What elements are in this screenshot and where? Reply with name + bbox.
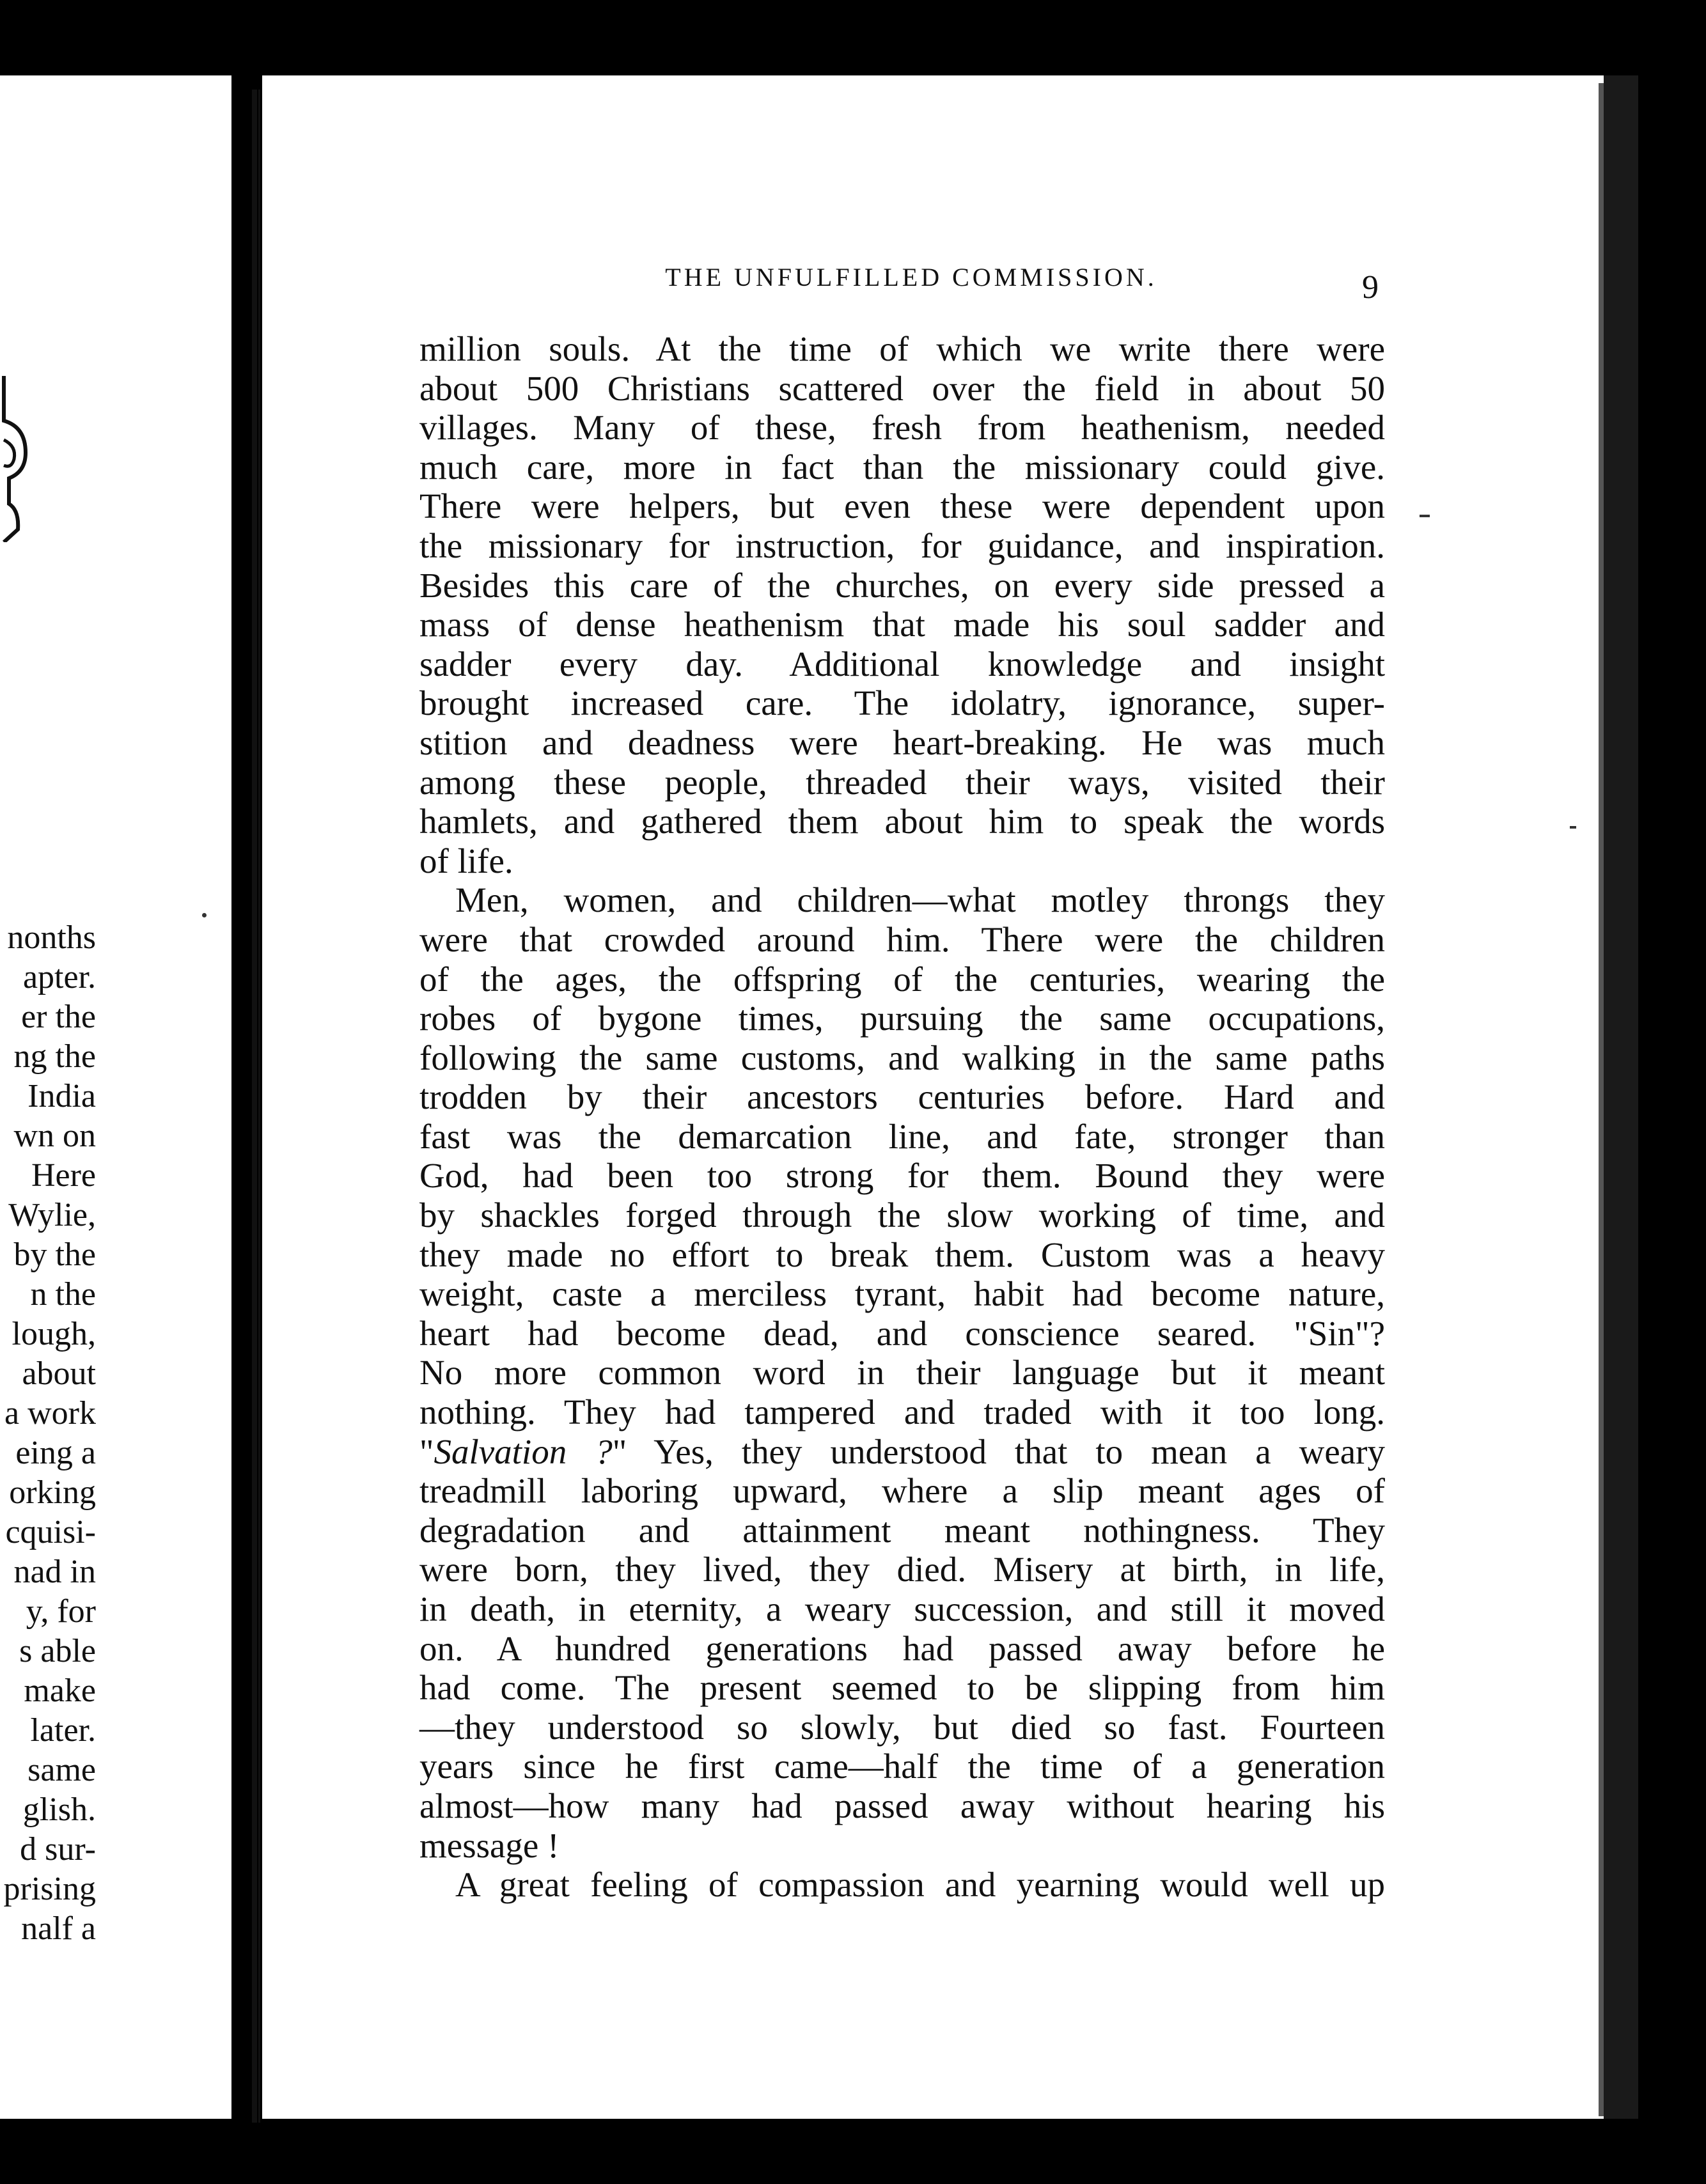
body-line: God, had been too strong for them. Bound they were [419, 1156, 1385, 1196]
body-line: brought increased care. The idolatry, ignorance, super- [419, 683, 1385, 723]
margin-dot [202, 913, 207, 917]
body-line: among these people, threaded their ways, visited their [419, 762, 1385, 802]
body-line: degradation and attainment meant nothingness. They [419, 1510, 1385, 1550]
body-line: Men, women, and children—what motley throngs they [455, 880, 1385, 920]
left-page-line: make [24, 1673, 96, 1709]
body-line: "Salvation ?" Yes, they understood that to mean a weary [419, 1431, 1385, 1471]
body-line: heart had become dead, and conscience seared. "Sin"? [419, 1313, 1385, 1353]
body-line: the missionary for instruction, for guidance, and inspiration. [419, 526, 1385, 565]
body-line: were born, they lived, they died. Misery at birth, in life, [419, 1550, 1385, 1589]
body-line: There were helpers, but even these were dependent upon [419, 487, 1385, 526]
body-line: in death, in eternity, a weary succession, and still it moved [419, 1589, 1385, 1628]
left-page-line: orking [9, 1474, 96, 1511]
left-page-line: nalf a [21, 1910, 96, 1947]
left-page-line: by the [13, 1236, 96, 1273]
body-line: mass of dense heathenism that made his soul sadder and [419, 605, 1385, 644]
body-line: —they understood so slowly, but died so fast. Fourteen [419, 1707, 1385, 1747]
left-page-line: about [22, 1355, 96, 1392]
body-line: of the ages, the offspring of the centuries, wearing the [419, 959, 1385, 999]
body-text [419, 329, 1385, 1905]
body-line: had come. The present seemed to be slipping from him [419, 1668, 1385, 1708]
body-line: almost—how many had passed away without hearing his [419, 1786, 1385, 1825]
gutter-line-thin [258, 90, 260, 2123]
body-line: were that crowded around him. There were the children [419, 919, 1385, 959]
body-line: nothing. They had tampered and traded with it too long. [419, 1392, 1385, 1432]
body-line: robes of bygone times, pursuing the same occupations, [419, 999, 1385, 1038]
body-line: hamlets, and gathered them about him to speak the words [419, 802, 1385, 841]
body-line: about 500 Christians scattered over the field in about 50 [419, 368, 1385, 408]
left-page-line: nad in [13, 1554, 96, 1590]
margin-mark [1420, 515, 1430, 517]
body-line: trodden by their ancestors centuries before. Hard and [419, 1077, 1385, 1117]
body-line: sadder every day. Additional knowledge and insight [419, 644, 1385, 683]
left-page-line: same [27, 1752, 96, 1788]
body-line: million souls. At the time of which we write there were [419, 329, 1385, 368]
left-page-line: s able [19, 1633, 96, 1669]
left-page-line: d sur- [20, 1831, 96, 1868]
left-page-line: y, for [26, 1593, 96, 1630]
body-line: villages. Many of these, fresh from heathenism, needed [419, 408, 1385, 448]
body-line: they made no effort to break them. Custom was a heavy [419, 1235, 1385, 1274]
left-page-line: apter. [22, 959, 96, 995]
left-page-line: n the [30, 1276, 96, 1313]
left-page-line: a work [4, 1395, 96, 1431]
left-page-line: later. [30, 1712, 96, 1749]
body-line: Besides this care of the churches, on every side pressed a [419, 565, 1385, 605]
margin-mark [1570, 826, 1576, 829]
running-title: THE UNFULFILLED COMMISSION. [665, 263, 1157, 292]
ornament-icon [0, 376, 31, 542]
body-line: treadmill laboring upward, where a slip meant ages of [419, 1471, 1385, 1511]
body-line: message ! [419, 1825, 560, 1865]
body-line: years since he first came—half the time of a generation [419, 1747, 1385, 1786]
left-page-line: Here [31, 1157, 96, 1194]
left-page-line: nonths [7, 919, 96, 956]
left-page-line: prising [3, 1871, 96, 1907]
body-line: stition and deadness were heart-breaking. He was much [419, 722, 1385, 762]
left-page [0, 75, 231, 2119]
left-page-line: eing a [15, 1435, 96, 1471]
left-page-line: er the [21, 999, 96, 1035]
body-line: much care, more in fact than the missionary could give. [419, 447, 1385, 487]
left-page-line: cquisi- [5, 1514, 96, 1550]
left-page-line: India [27, 1078, 96, 1114]
body-line: A great feeling of compassion and yearning would well up [455, 1865, 1385, 1905]
body-line: weight, caste a merciless tyrant, habit had become nature, [419, 1274, 1385, 1314]
body-line: fast was the demarcation line, and fate, stronger than [419, 1116, 1385, 1156]
page-edge [1604, 75, 1638, 2119]
left-page-line: wn on [13, 1118, 96, 1154]
gutter-line [252, 90, 257, 2123]
body-line: on. A hundred generations had passed away before he [419, 1628, 1385, 1668]
page-number: 9 [1362, 269, 1379, 306]
left-page-text-fragments [0, 918, 96, 1949]
left-page-line: glish. [22, 1791, 96, 1828]
left-page-line: lough, [12, 1316, 96, 1352]
body-line: by shackles forged through the slow working of time, and [419, 1196, 1385, 1235]
body-line: No more common word in their language but it meant [419, 1353, 1385, 1392]
left-page-line: Wylie, [8, 1197, 96, 1233]
body-line: following the same customs, and walking in the same paths [419, 1038, 1385, 1077]
left-page-line: ng the [13, 1038, 96, 1075]
body-line: of life. [419, 841, 513, 880]
